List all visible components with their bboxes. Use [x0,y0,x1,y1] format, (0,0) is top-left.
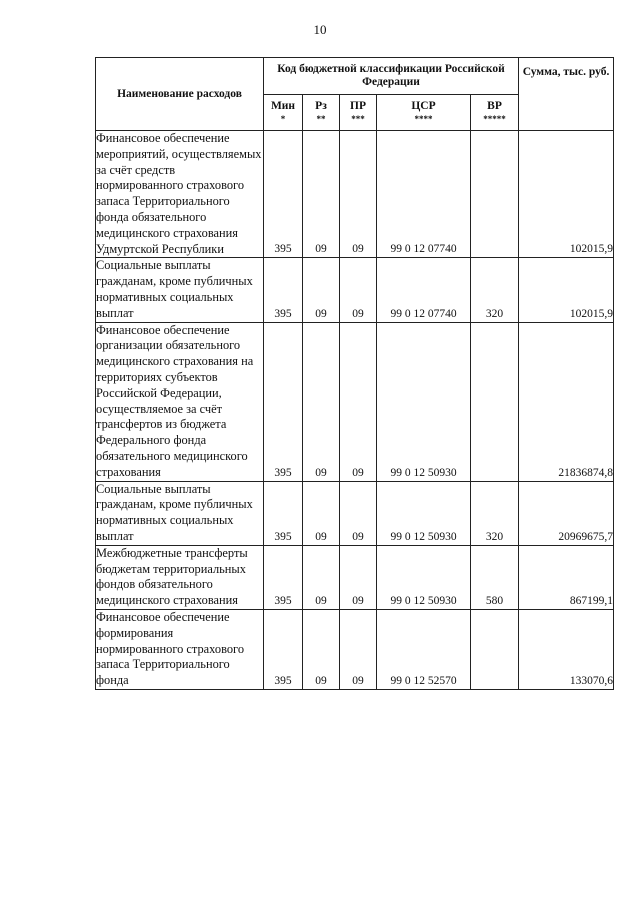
row-vr: 580 [471,545,519,609]
row-pr: 09 [340,131,377,258]
row-pr: 09 [340,609,377,689]
row-min: 395 [264,481,303,545]
header-col-label: ВР [487,99,502,112]
header-col-rz [303,94,340,131]
row-rz: 09 [303,481,340,545]
row-pr: 09 [340,545,377,609]
row-pr: 09 [340,322,377,481]
header-col-label: Рз [315,99,327,112]
row-rz: 09 [303,258,340,322]
row-name: Социальные выплаты гражданам, кроме публичных нормативных социальных выплат [96,258,264,322]
row-vr [471,609,519,689]
row-name: Межбюджетные трансферты бюджетам территориальных фондов обязательного медицинского страхования [96,545,264,609]
header-col-stars: ** [316,113,326,124]
row-csr: 99 0 12 07740 [377,131,471,258]
table-row [96,545,614,609]
row-csr: 99 0 12 52570 [377,609,471,689]
table-row [96,131,614,258]
row-vr [471,322,519,481]
page-number: 10 [313,22,327,37]
row-sum: 867199,1 [519,545,614,609]
row-name: Финансовое обеспечение формирования нормированного страхового запаса Территориального фонда [96,609,264,689]
table-row [96,609,614,689]
row-csr: 99 0 12 07740 [377,258,471,322]
header-name: Наименование расходов [96,58,264,131]
row-rz: 09 [303,322,340,481]
row-pr: 09 [340,258,377,322]
row-sum: 21836874,8 [519,322,614,481]
header-col-csr [377,94,471,131]
row-rz: 09 [303,545,340,609]
row-name: Финансовое обеспечение мероприятий, осуществляемых за счёт средств нормированного страхового запаса Территориального фонда обязательного медицинского страхования Удмуртской Республики [96,131,264,258]
row-csr: 99 0 12 50930 [377,545,471,609]
row-min: 395 [264,258,303,322]
row-csr: 99 0 12 50930 [377,322,471,481]
row-pr: 09 [340,481,377,545]
table-row [96,258,614,322]
header-col-min [264,94,303,131]
header-col-stars: ***** [483,113,506,124]
row-sum: 102015,9 [519,258,614,322]
row-sum: 133070,6 [519,609,614,689]
header-col-label: ПР [350,99,366,112]
row-sum: 20969675,7 [519,481,614,545]
header-col-label: Мин [270,99,296,112]
header-col-label: ЦСР [411,99,436,112]
row-vr: 320 [471,258,519,322]
row-vr: 320 [471,481,519,545]
row-sum: 102015,9 [519,131,614,258]
header-code-group: Код бюджетной классификации Российской Федерации [264,58,519,95]
row-min: 395 [264,545,303,609]
row-min: 395 [264,609,303,689]
table-row [96,481,614,545]
header-col-stars: *** [351,113,365,124]
header-col-pr [340,94,377,131]
row-min: 395 [264,131,303,258]
row-rz: 09 [303,609,340,689]
row-name: Финансовое обеспечение организации обязательного медицинского страхования на территориях субъектов Российской Федерации, осуществляемое за счёт трансфертов из бюджета Федерального фонда обязательного медицинского страхования [96,322,264,481]
header-col-vr [471,94,519,131]
budget-table [95,57,614,690]
table-row [96,322,614,481]
row-vr [471,131,519,258]
header-col-stars: * [280,113,286,124]
row-csr: 99 0 12 50930 [377,481,471,545]
header-sum: Сумма, тыс. руб. [519,58,614,131]
header-col-stars: **** [414,113,433,124]
row-min: 395 [264,322,303,481]
row-rz: 09 [303,131,340,258]
row-name: Социальные выплаты гражданам, кроме публичных нормативных социальных выплат [96,481,264,545]
